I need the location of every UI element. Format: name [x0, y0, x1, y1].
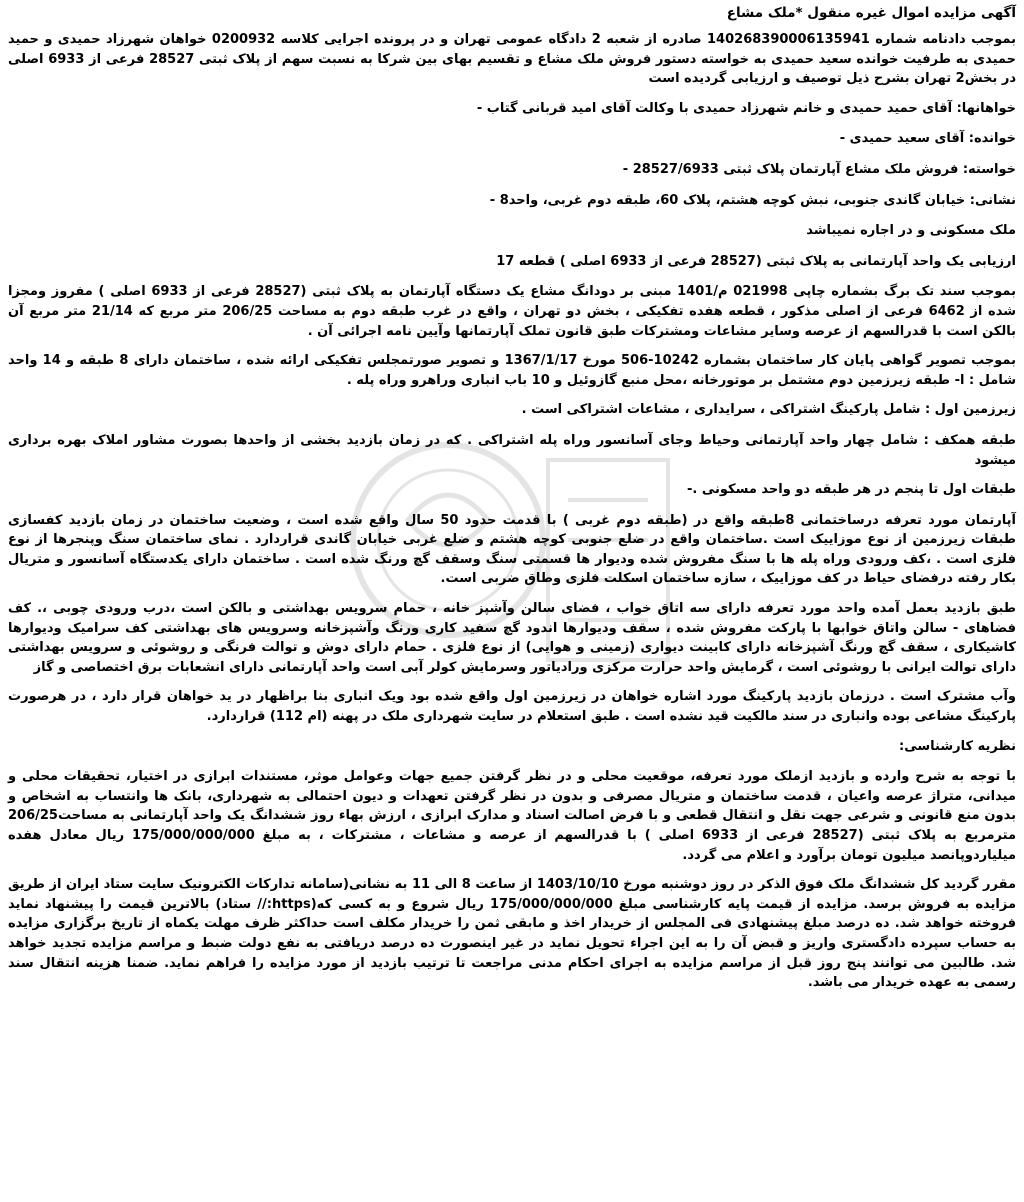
paragraph-unit-inspection: طبق بازدید بعمل آمده واحد مورد تعرفه دارای سه اتاق خواب ، فضای سالن وآشپز خانه ، حمام سرویس بهداشتی و بالکن است ،درب ورودی چوبی ،. کف فضاهای - سالن واتاق خوابها با پارکت مفروش شده ، سقف ودیوارها اندود گچ سفید کاری ورنگ وآشپزخانه وسرویس های بهداشتی کف سرامیک ودیوارها کاشیکاری ، سقف گچ ورنگ آشپزخانه دارای کابینت دیواری (زمینی و هوایی) از نوع فلزی . حمام دارای دوش و توالت فرنگی و روشوئی و سرویس بهداشتی دارای توالت ایرانی با روشوئی است ، گرمایش واحد حرارت مرکزی ورادیاتور وسرمایش کولر آبی است واحد آپارتمانی دارای انشعابات برق اختصاصی و گاز [8, 601, 1016, 675]
document [8, 0, 1016, 993]
paragraph-upper-floors: طبقات اول تا پنجم در هر طبقه دو واحد مسکونی .- [686, 482, 1016, 498]
paragraph-auction-terms: مقرر گردید کل ششدانگ ملک فوق الذکر در روز دوشنبه مورخ 1403/10/10 از ساعت 8 الی 11 به نشانی(سامانه تدارکات الکترونیک سایت ستاد ایران از طریق مزایده به فروش برسد. مزایده از قیمت پایه کارشناسی مبلغ 175/000/000/000 ریال شروع و به کسی که(https:// ستاد) بالاترین قیمت را پیشنهاد نماید فروخته خواهد شد. ده درصد مبلغ پیشنهادی فی المجلس از خریدار اخذ و مابقی ثمن را خریدار مکلف است حداکثر ظرف مهلت یکماه از تاریخ برگزاری مزایده به حساب سپرده دادگستری واریز و قبض آن را به این اجراء تحویل نماید در غیر اینصورت ده درصد دریافتی به نفع دولت ضبط و مراسم مزایده تجدید خواهد شد. طالبین می توانند پنج روز قبل از مراسم مزایده به اجرای احکام مدنی مراجعت تا ترتیب بازدید از مورد مزایده را فراهم نماید. ضمنا هزینه انتقال سند رسمی به عهده خریدار می باشد. [8, 877, 1017, 991]
paragraph-judgment: بموجب دادنامه شماره 140268390006135941 صادره از شعبه 2 دادگاه عمومی تهران و در پرونده اجرایی کلاسه 0200932 خواهان شهرزاد حمیدی و حمید حمیدی به طرفیت خوانده سعید حمیدی به خواسته دستور فروش ملک مشاع و تقسیم بهای بین شرکا به نسبت سهم از پلاک ثبتی 28527 فرعی از 6933 اصلی در بخش2 تهران بشرح ذیل توصیف و ارزیابی گردیده است [8, 32, 1016, 87]
paragraph-valuation-heading: ارزیابی یک واحد آپارتمانی به پلاک ثبتی (28527 فرعی از 6933 اصلی ) قطعه 17 [496, 253, 1016, 269]
paragraph-deed: بموجب سند تک برگ بشماره چاپی 021998 م/1401 مبنی بر دودانگ مشاع یک دستگاه آپارتمان به پلاک ثبتی (28527 فرعی از 6933 اصلی ) مفروز ومجزا شده از 6462 فرعی از اصلی مذکور ، قطعه هفده تفکیکی ، بخش دو تهران ، واقع در غرب طبقه دوم به مساحت 206/25 متر مربع که 21/14 متر مربع آن بالکن است با قدرالسهم از عرصه وسایر مشاعات ومشترکات طبق قانون تملک آپارتمانها وآیین نامه اجرائی آن . [8, 284, 1017, 339]
paragraph-basement-one: زیرزمین اول : شامل پارکینگ اشتراکی ، سرایداری ، مشاعات اشتراکی است . [521, 402, 1016, 418]
paragraph-address: نشانی: خیابان گاندی جنوبی، نبش کوچه هشتم، پلاک 60، طبقه دوم غربی، واحد8 - [489, 192, 1016, 208]
paragraph-expert-heading: نظریه کارشناسی: [899, 738, 1016, 754]
paragraph-ground-floor: طبقه همکف : شامل چهار واحد آپارتمانی وحیاط وجای آسانسور وراه پله اشتراکی . که در زمان بازدید بخشی از واحدها بصورت مشاور املاک بهره برداری میشود [8, 432, 1016, 468]
paragraph-request: خواسته: فروش ملک مشاع آپارتمان پلاک ثبتی 28527/6933 - [622, 161, 1016, 177]
paragraph-usage: ملک مسکونی و در اجاره نمیباشد [806, 223, 1016, 239]
paragraph-defendant: خوانده: آقای سعید حمیدی - [839, 131, 1016, 147]
notice-title: آگهی مزایده اموال غیره منقول *ملک مشاع [726, 5, 1016, 21]
paragraph-expert-opinion: با توجه به شرح وارده و بازدید ازملک مورد تعرفه، موقعیت محلی و در نظر گرفتن جمیع جهات وعوامل موثر، مستندات ابرازی در اختیار، تحقیقات محلی و میدانی، متراژ عرصه واعیان ، قدمت ساختمان و متریال مصرفی و بدون در نظر گرفتن تعهدات و دیون احتمالی به شهرداری، بانک ها وانتساب به اشخاص و بدون منع قانونی و شرعی جهت نقل و انتقال قطعی و با فرض اصالت اسناد و مدارک ابرازی ، ارزش بهاء روز ششدانگ یک واحد آپارتمانی به مساحت206/25 مترمربع به پلاک ثبتی (28527 فرعی از 6933 اصلی ) با قدرالسهم از عرصه و مشاعات ، مشترکات ، به مبلغ 175/000/000/000 ریال معادل هفده میلیاردوپانصد میلیون تومان برآورد و اعلام می گردد. [8, 769, 1016, 863]
paragraph-plaintiffs: خواهانها: آقای حمید حمیدی و خانم شهرزاد حمیدی با وکالت آقای امید قربانی گتاب - [476, 100, 1016, 116]
paragraph-completion-certificate: بموجب تصویر گواهی پایان کار ساختمان بشماره 10242-506 مورخ 1367/1/17 و تصویر صورتمجلس تفکیکی ارائه شده ، ساختمان دارای 8 طبقه و 14 واحد شامل : ا- طبقه زیرزمین دوم مشتمل بر موتورخانه ،محل منبع گازوئیل و 10 باب انباری وراهرو وراه پله . [8, 353, 1016, 388]
paragraph-parking: وآب مشترک است . درزمان بازدید پارکینگ مورد اشاره خواهان در زیرزمین اول واقع شده بود ویک انباری بنا براظهار در ید خواهان قرار دارد ، در هرصورت پارکینگ مشاعی بوده وانباری در سند مالکیت قید نشده است . طبق استعلام در سایت شهرداری ملک در پهنه (ام 112) قراردارد. [8, 689, 1016, 725]
paragraph-building-description: آپارتمان مورد تعرفه درساختمانی 8طبقه واقع در (طبقه دوم غربی ) با قدمت حدود 50 سال واقع شده است ، وضعیت ساختمان در زمان بازدید کفسازی طبقات زیرزمین از نوع موزاییک است .ساختمان واقع در ضلع جنوبی کوچه هشتم و ضلع غربی خیابان گاندی قراردارد . نمای ساختمان سنگ وپنجرها از نوع فلزی است . ،کف ورودی وراه پله ها با سنگ مفروش شده ودیوار ها قسمتی سنگ وسقف گچ ورنگ شده است . ساختمان دارای یکدستگاه آسانسور و متریال بکار رفته درفضای حیاط در کف موزاییک ، سازه ساختمان اسکلت فلزی وطاق ضربی است. [8, 512, 1016, 587]
